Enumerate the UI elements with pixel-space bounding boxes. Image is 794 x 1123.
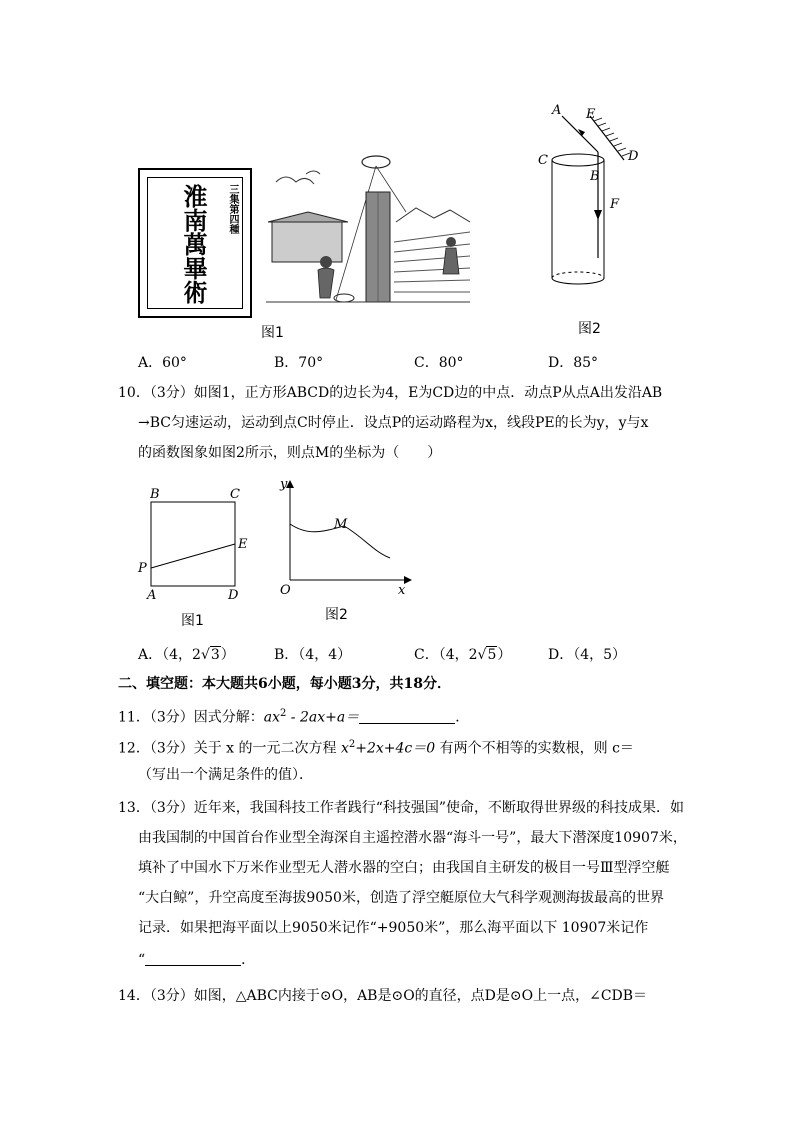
q11-expr-b: - 2ax+a＝ — [286, 709, 360, 726]
q10-fig1-label-c: C — [230, 487, 240, 502]
q12-eq-b: +2x+4c＝0 — [355, 740, 436, 757]
q10-option-a-prefix: A．（4，2 — [138, 647, 201, 663]
q11-prefix: 11．（3分）因式分解： — [118, 709, 264, 726]
fig2-label-e: E — [586, 107, 596, 122]
q10-fig2-label-m: M — [334, 517, 348, 532]
q9-option-d[interactable]: D．85° — [548, 355, 599, 371]
q12-line-1 — [118, 735, 634, 759]
cylinder-light-ray-diagram — [536, 98, 648, 298]
q12-line-2: （写出一个满足条件的值）． — [138, 767, 313, 783]
q10-fig1-label-b: B — [150, 487, 160, 502]
figure1-caption-top: 图1 — [261, 325, 284, 341]
figure2-caption-top: 图2 — [578, 321, 601, 337]
q9-option-a[interactable]: A．60° — [138, 355, 187, 371]
q10-fig1-label-p: P — [138, 561, 147, 576]
q13-line-2: 由我国制的中国首台作业型全海深自主遥控潜水器“海斗一号”，最大下潜深度10907米， — [138, 830, 687, 846]
q10-line-3: 的函数图象如图2所示，则点M的坐标为（ ） — [138, 445, 442, 461]
q9-option-b[interactable]: B．70° — [274, 355, 324, 371]
q10-option-a[interactable] — [138, 644, 235, 664]
q11-line — [118, 704, 469, 728]
q13-line-5: 记录．如果把海平面以上9050米记作“+9050米”，那么海平面以下 10907米记作 — [138, 920, 649, 936]
q11-exp: 2 — [279, 708, 287, 719]
q10-fig1-label-e: E — [238, 537, 248, 552]
q14-line-1: 14．（3分）如图，△ABC内接于⊙O，AB是⊙O的直径，点D是⊙O上一点，∠CDB＝ — [118, 988, 648, 1004]
q13-line-6 — [138, 950, 255, 970]
q10-option-a-root: 3 — [210, 647, 220, 663]
ancient-sun-experiment-illustration — [266, 152, 470, 310]
q10-option-b[interactable]: B．（4，4） — [274, 647, 352, 663]
q11-answer-blank[interactable] — [359, 709, 455, 724]
q13-line-4: “大白鲸”，升空高度至海拔9050米，创造了浮空艇原位大气科学观测海拔最高的世界 — [138, 890, 664, 906]
q10-figure1-caption: 图1 — [181, 613, 204, 629]
q9-option-c[interactable]: C．80° — [414, 355, 464, 371]
q10-option-a-suffix: ） — [220, 647, 235, 663]
q12-prefix: 12．（3分）关于 x 的一元二次方程 — [118, 740, 341, 757]
book-title-main: 淮南萬畢術 — [179, 184, 208, 304]
q10-square-figure — [134, 484, 254, 604]
fig2-label-c: C — [538, 153, 548, 168]
q13-line-3: 填补了中国水下万米作业型无人潜水器的空白；由我国自主研发的极目一号Ⅲ型浮空艇 — [138, 860, 670, 876]
fig2-label-f: F — [610, 197, 620, 212]
sqrt-icon: √ — [477, 647, 487, 663]
q10-fig1-label-a: A — [147, 588, 157, 603]
q10-fig2-label-o: O — [280, 583, 291, 598]
book-cover-image — [138, 168, 252, 318]
q10-option-d[interactable]: D．（4，5） — [548, 647, 627, 663]
fig2-label-d: D — [628, 149, 639, 164]
q11-expr-a: ax — [263, 709, 280, 726]
q13-line-1: 13．（3分）近年来，我国科技工作者践行“科技强国”使命，不断取得世界级的科技成果．如 — [118, 800, 685, 816]
q10-line-2: →BC匀速运动，运动到点C时停止．设点P的运动路程为x，线段PE的长为y，y与x — [138, 415, 649, 431]
q10-fig2-label-y: y — [280, 477, 288, 492]
q10-line-1: 10．（3分）如图1，正方形ABCD的边长为4，E为CD边的中点．动点P从点A出发沿AB — [118, 385, 663, 401]
q10-fig2-label-x: x — [398, 583, 406, 598]
q10-figure2-caption: 图2 — [325, 607, 348, 623]
q10-option-c[interactable] — [414, 644, 511, 664]
sqrt-icon: √ — [200, 647, 210, 663]
section2-heading: 二、填空题：本大题共6小题，每小题3分，共18分． — [118, 676, 451, 692]
q10-fig1-label-d: D — [228, 588, 239, 603]
q10-option-c-suffix: ） — [497, 647, 512, 663]
q10-option-c-root: 5 — [487, 647, 497, 663]
q13-answer-blank[interactable] — [145, 951, 241, 966]
fig2-label-a: A — [552, 103, 562, 118]
q13-open-quote: “ — [138, 952, 146, 968]
q12-eq-a: x — [340, 740, 349, 757]
book-title-side: 三集第四種 — [227, 184, 238, 234]
fig2-label-b: B — [590, 169, 600, 184]
q12-exp: 2 — [348, 739, 356, 750]
q10-function-graph — [270, 476, 412, 598]
q11-suffix: ． — [455, 709, 470, 726]
q13-suffix: ． — [241, 952, 256, 968]
q12-mid: 有两个不相等的实数根，则 c＝ — [435, 740, 634, 757]
q10-option-c-prefix: C．（4，2 — [414, 647, 478, 663]
